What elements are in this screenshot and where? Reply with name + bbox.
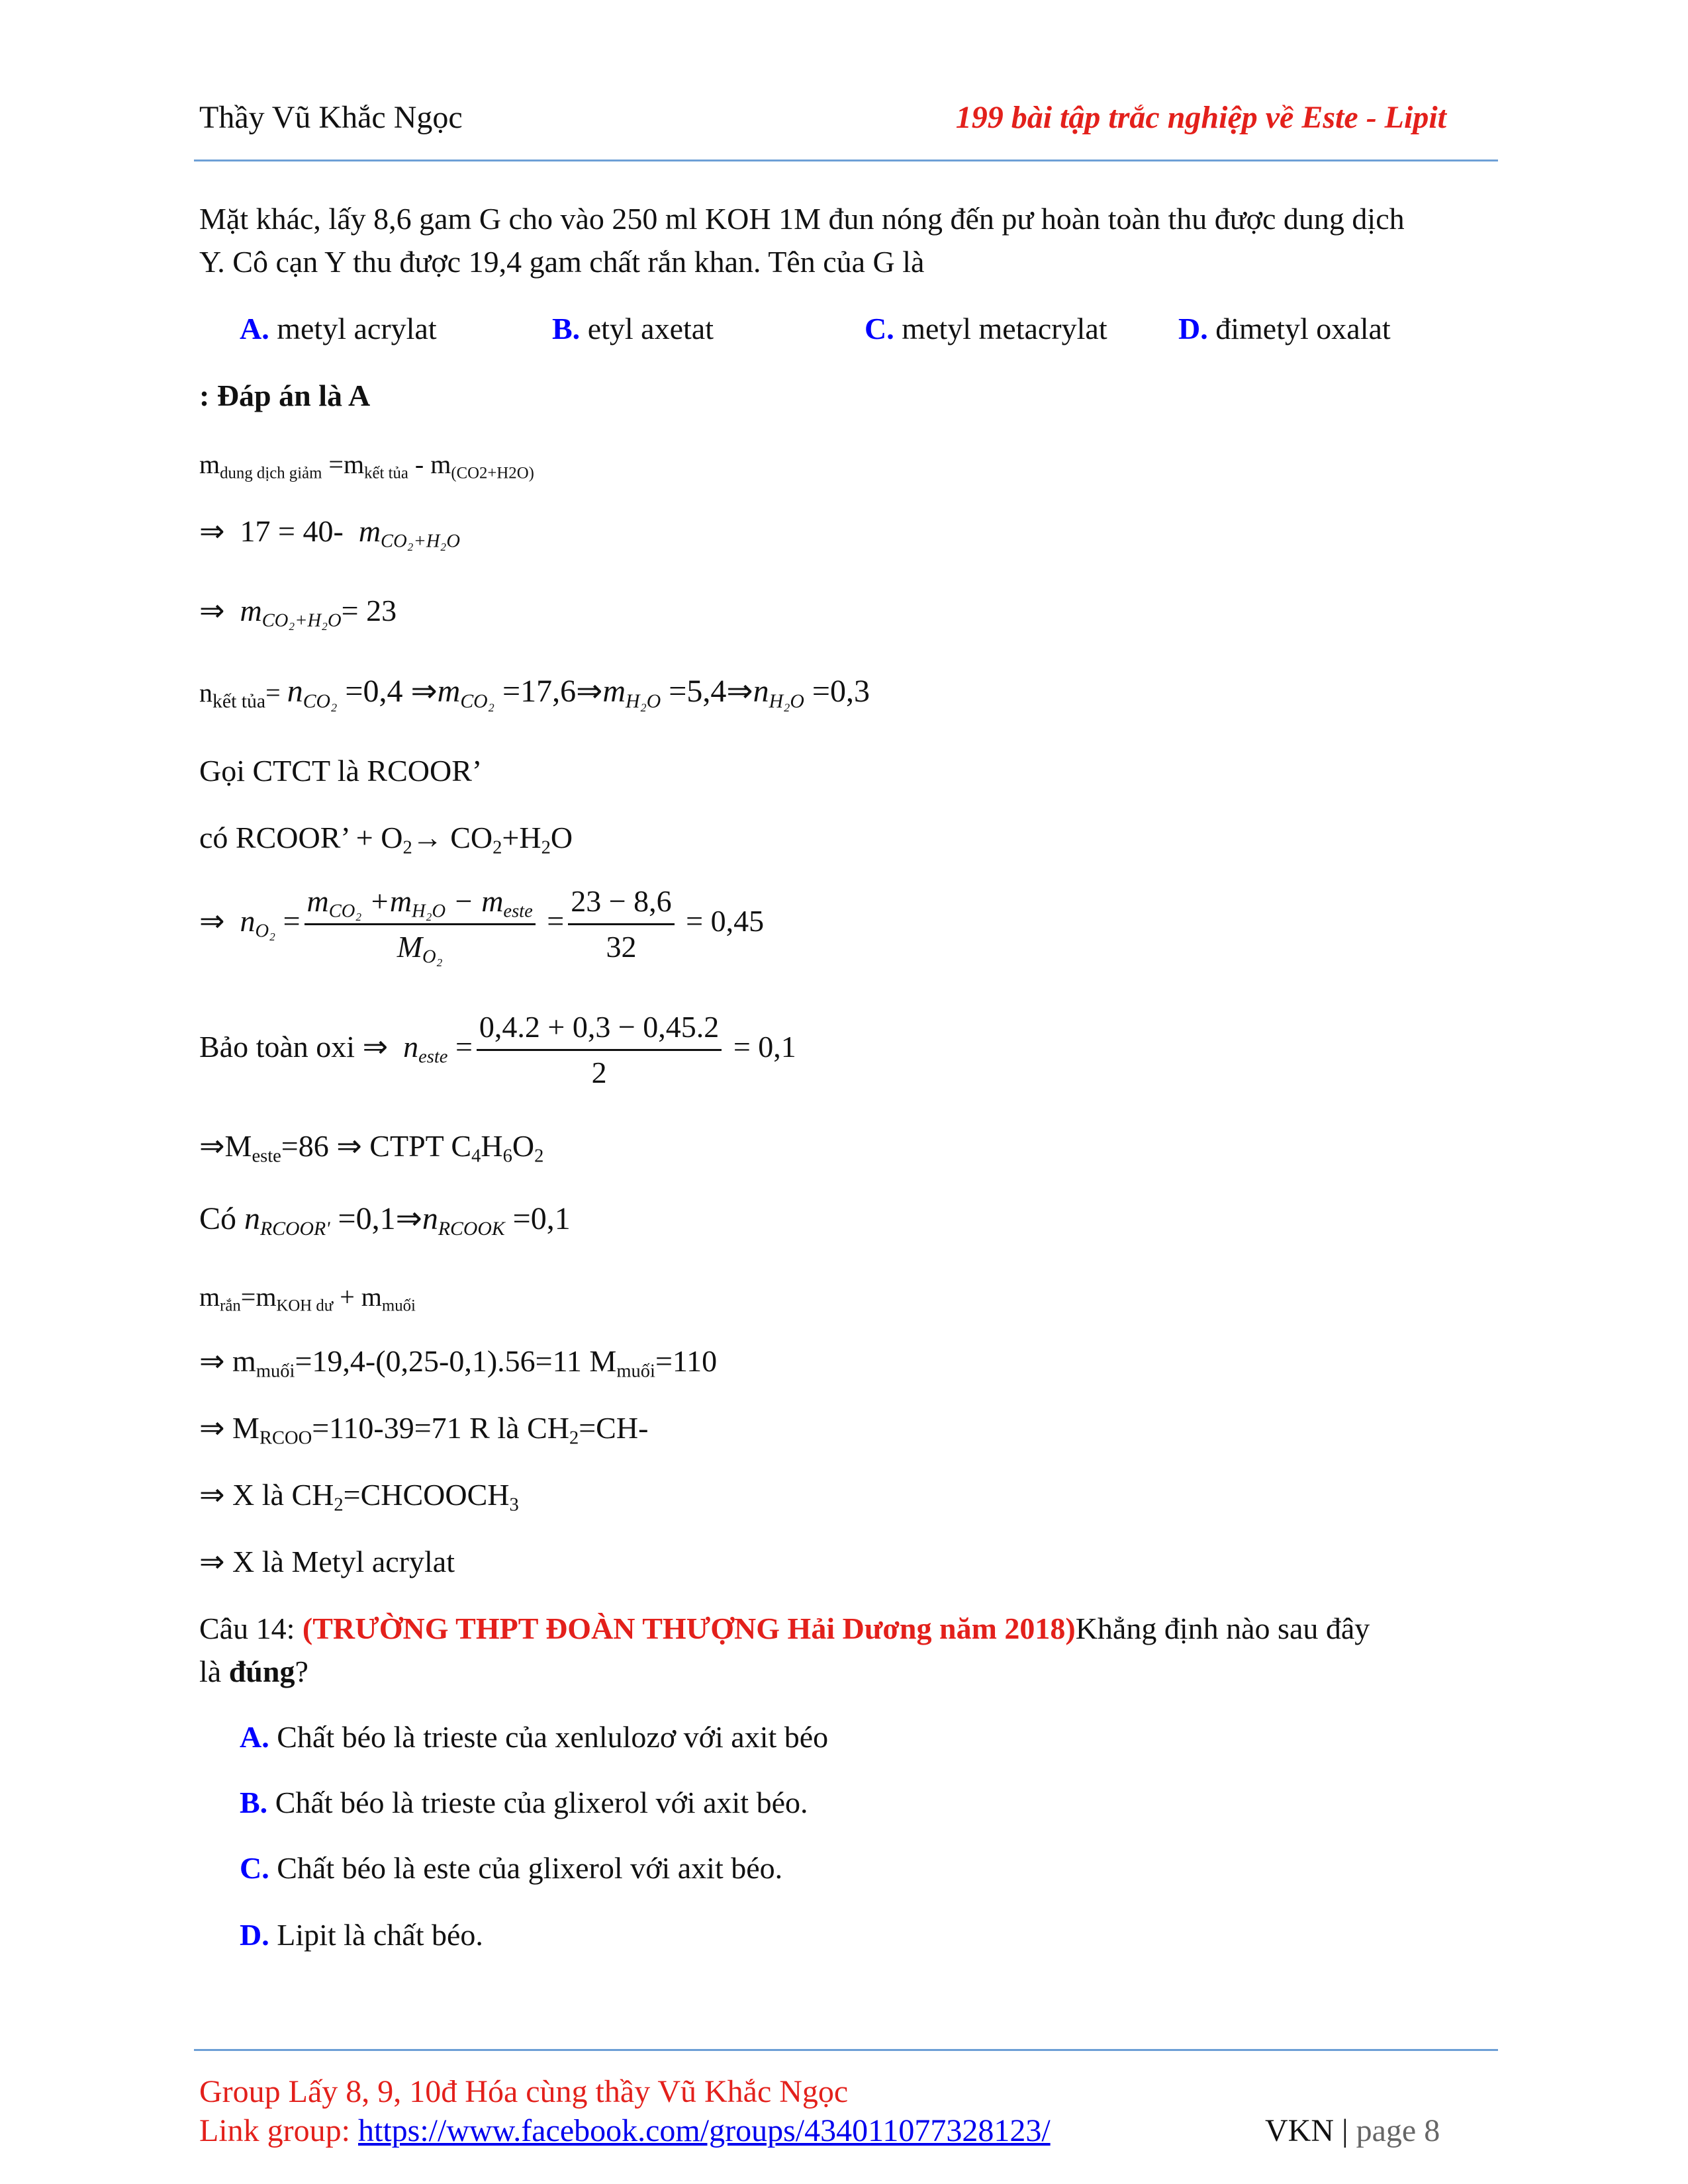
option-b (552, 309, 714, 349)
solution-line (199, 591, 397, 631)
text-segment: page 8 (1356, 2113, 1440, 2148)
header-divider (194, 159, 1498, 161)
text-segment: H₂O (769, 690, 804, 712)
question-text: Y. Cô cạn Y thu được 19,4 gam chất rắn khan. Tên của G là (199, 245, 925, 279)
text-segment: H₂O (412, 901, 446, 922)
text-segment: 23 − 8,6 (568, 882, 674, 925)
option-c (865, 309, 1107, 349)
option-a (240, 309, 437, 349)
text-segment: (TRƯỜNG THPT ĐOÀN THƯỢNG Hải Dương năm 2018) (302, 1612, 1076, 1645)
text-segment: Câu 14: (199, 1612, 303, 1645)
solution-line (199, 1126, 543, 1166)
solution-fraction-line (199, 882, 764, 966)
text-segment: kết tủa (364, 464, 408, 482)
text-segment: n (199, 678, 212, 707)
solution-line (199, 445, 534, 484)
text-segment: O₂ (422, 946, 443, 968)
text-segment: =m (240, 1282, 277, 1312)
footer-group: Group Lấy 8, 9, 10đ Hóa cùng thầy Vũ Khắc Ngọc (199, 2074, 849, 2109)
text-segment: CO₂ (303, 690, 338, 712)
text-segment: có RCOOR’ + O (199, 821, 403, 854)
text-segment: = 0,1 (726, 1030, 796, 1064)
option-d (1178, 309, 1391, 349)
text-segment: =0,1 (504, 1201, 571, 1236)
text-segment: Chất béo là este của glixerol với axit béo. (269, 1851, 783, 1885)
text-segment: (CO2+H2O) (451, 464, 534, 482)
text-segment: Lipit là chất béo. (269, 1918, 483, 1952)
text-segment: D. (240, 1918, 269, 1952)
text-segment: 0,4.2 + 0,3 − 0,45.2 (477, 1008, 722, 1051)
text-segment: CO₂ (460, 690, 495, 712)
text-segment: = 0,45 (678, 904, 765, 938)
text-segment: +H (502, 821, 541, 854)
text-segment: RCOO (259, 1428, 312, 1449)
text-segment: 2 (569, 1428, 579, 1449)
question-text: Mặt khác, lấy 8,6 gam G cho vào 250 ml KOH 1M đun nóng đến pư hoàn toàn thu được dung dịch (199, 202, 1405, 236)
text-segment: m (240, 594, 262, 627)
text-segment: este (252, 1146, 281, 1167)
solution-line (199, 1475, 519, 1515)
text-segment: Chất béo là trieste của xenlulozơ với axit béo (269, 1720, 829, 1754)
solution-fraction-line (199, 1008, 796, 1092)
answer-label: : Đáp án là A (199, 379, 371, 412)
text-segment: O (550, 821, 573, 854)
text-segment: =m (322, 449, 365, 479)
text-segment: muối (381, 1297, 416, 1315)
text-segment: este (503, 901, 533, 922)
text-segment: 17 = 40- (224, 514, 359, 548)
text-segment: n (240, 904, 256, 938)
option-letter: C. (865, 312, 894, 345)
text-segment: m (199, 1282, 220, 1312)
fraction (305, 882, 536, 966)
text-segment: RCOOK (438, 1217, 505, 1240)
text-segment: KOH dư (276, 1297, 334, 1315)
text-segment: m (602, 674, 626, 709)
option-d (240, 1915, 483, 1955)
text-segment: = (539, 904, 565, 938)
fraction (568, 882, 674, 966)
text-segment: đúng (228, 1655, 295, 1688)
text-segment: m (306, 884, 329, 918)
text-segment: Khẳng định nào sau đây (1075, 1612, 1370, 1645)
text-segment: n (403, 1030, 419, 1064)
text-segment: O₂ (255, 921, 276, 942)
text-segment: m (437, 674, 461, 709)
text-segment: n (244, 1201, 261, 1236)
question-14-header (199, 1609, 1370, 1649)
solution-line (199, 1342, 717, 1381)
text-segment: n (287, 674, 303, 709)
solution-line (199, 672, 870, 713)
text-segment: Link group: (199, 2113, 358, 2148)
option-text: metyl acrylat (269, 312, 437, 345)
text-segment: 2 (541, 837, 551, 858)
solution-line: ⇒ X là Metyl acrylat (199, 1545, 455, 1578)
option-letter: D. (1178, 312, 1208, 345)
text-segment: =86 ⇒ CTPT C (281, 1129, 472, 1163)
text-segment: m (199, 449, 220, 479)
text-segment: =19,4-(0,25-0,1).56=11 M (295, 1344, 617, 1378)
group-link[interactable]: https://www.facebook.com/groups/434011077328123/ (357, 2113, 1051, 2148)
page-number (1265, 2111, 1440, 2151)
text-segment: =CH- (579, 1411, 649, 1445)
text-segment: 3 (509, 1494, 519, 1516)
text-segment: este (418, 1046, 448, 1068)
fraction (477, 1008, 722, 1092)
text-segment: M (397, 930, 423, 964)
text-segment: C. (240, 1851, 269, 1885)
text-segment: = (447, 1030, 473, 1064)
text-segment: H (481, 1129, 503, 1163)
option-b (240, 1783, 808, 1823)
text-segment: =17,6⇒ (494, 674, 603, 709)
text-segment: Chất béo là trieste của glixerol với axit béo. (267, 1786, 808, 1819)
text-segment: là (199, 1655, 229, 1688)
footer-divider (194, 2049, 1498, 2051)
option-c (240, 1848, 782, 1888)
text-segment: =0,4 ⇒ (337, 674, 438, 709)
text-segment: +m (361, 884, 412, 918)
solution-line (199, 818, 573, 858)
text-segment: = (265, 678, 287, 707)
text-segment: VKN | (1265, 2113, 1356, 2148)
text-segment: rắn (220, 1297, 241, 1315)
text-segment: ⇒ (199, 514, 225, 548)
text-segment: A. (240, 1720, 269, 1754)
text-segment: − m (445, 884, 504, 918)
footer-link-line (199, 2111, 1051, 2151)
text-segment: 2 (591, 1056, 607, 1089)
solution-line (199, 1408, 648, 1448)
header-title: 199 bài tập trắc nghiệp về Este - Lipit (955, 100, 1446, 135)
text-segment: m (358, 514, 381, 548)
text-segment: kết tủa (212, 690, 266, 712)
solution-line (199, 1199, 571, 1239)
text-segment: muối (256, 1361, 295, 1382)
text-segment: dung dịch giảm (220, 464, 322, 482)
text-segment: ⇒ m (199, 1344, 256, 1378)
text-segment: ⇒M (199, 1129, 252, 1163)
text-segment: = (275, 904, 301, 938)
text-segment: O (512, 1129, 535, 1163)
text-segment: = 23 (341, 594, 397, 627)
option-text: đimetyl oxalat (1207, 312, 1391, 345)
text-segment: CO₂+H₂O (381, 531, 460, 552)
text-segment: ⇒ M (199, 1411, 259, 1445)
text-segment: ⇒ (199, 904, 225, 938)
text-segment: ? (295, 1655, 308, 1688)
option-letter: A. (240, 312, 269, 345)
text-segment: =0,1⇒ (330, 1201, 422, 1236)
text-segment: Bảo toàn oxi ⇒ (199, 1030, 404, 1064)
text-segment: =110 (655, 1344, 718, 1378)
text-segment: 2 (334, 1494, 344, 1516)
text-segment: 2 (402, 837, 412, 858)
solution-line: Gọi CTCT là RCOOR’ (199, 754, 483, 788)
text-segment: =110-39=71 R là CH (312, 1411, 569, 1445)
option-letter: B. (552, 312, 581, 345)
text-segment: n (753, 674, 769, 709)
question-14-header (199, 1652, 308, 1692)
text-segment: 32 (606, 930, 637, 964)
text-segment: + m (333, 1282, 382, 1312)
option-text: etyl axetat (580, 312, 714, 345)
text-segment: B. (240, 1786, 268, 1819)
text-segment: ⇒ (199, 594, 225, 627)
solution-line (199, 1277, 416, 1317)
text-segment: 6 (502, 1146, 512, 1167)
option-text: metyl metacrylat (894, 312, 1107, 345)
text-segment: Có (199, 1201, 245, 1236)
text-segment: =5,4⇒ (661, 674, 753, 709)
solution-line (199, 512, 460, 551)
option-a (240, 1717, 828, 1757)
text-segment: CO₂ (328, 901, 362, 922)
text-segment: CO₂+H₂O (261, 610, 342, 631)
text-segment: n (422, 1201, 438, 1236)
text-segment: - m (408, 449, 451, 479)
text-segment: RCOOR' (260, 1217, 330, 1240)
text-segment: 2 (534, 1146, 544, 1167)
text-segment: =0,3 (804, 674, 870, 709)
text-segment: 2 (492, 837, 502, 858)
text-segment: → CO (412, 821, 493, 854)
text-segment: ⇒ X là CH (199, 1478, 334, 1512)
header-author: Thầy Vũ Khắc Ngọc (199, 100, 463, 135)
text-segment: 4 (471, 1146, 481, 1167)
text-segment: H₂O (625, 690, 661, 712)
text-segment: =CHCOOCH (343, 1478, 510, 1512)
text-segment: muối (616, 1361, 655, 1382)
